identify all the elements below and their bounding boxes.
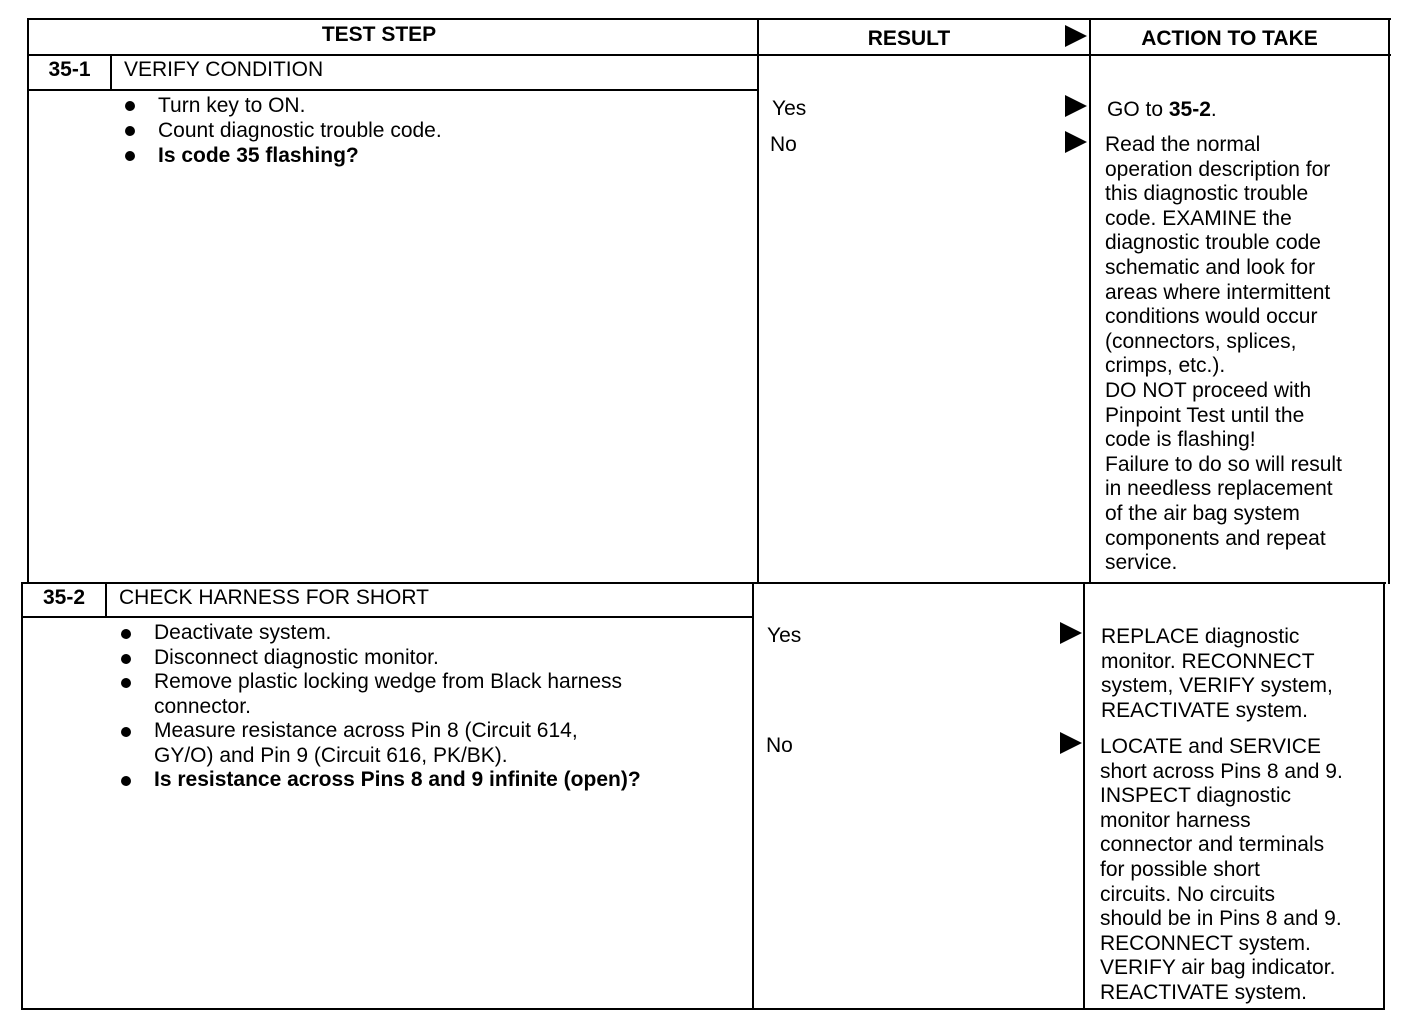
table-left-border-lower: [21, 582, 23, 1010]
action-line: Pinpoint Test until the: [1105, 403, 1305, 427]
action-line: of the air bag system: [1105, 501, 1300, 525]
action-yes-text: [1101, 625, 1333, 723]
action-no-text: [1105, 133, 1342, 576]
action-line: areas where intermittent: [1105, 280, 1331, 304]
header-result: RESULT: [867, 27, 951, 50]
action-line: connector and terminals: [1100, 833, 1325, 857]
instruction-item: Remove plastic locking wedge from Black harness: [118, 670, 641, 695]
action-line: crimps, etc.).: [1105, 354, 1226, 378]
step-title: VERIFY CONDITION: [124, 58, 324, 81]
result-no: No: [770, 133, 797, 156]
result-column-divider-lower: [752, 582, 754, 1010]
instruction-item: Count diagnostic trouble code.: [122, 118, 442, 143]
table-right-border-lower: [1383, 582, 1385, 1010]
table-bottom-border: [21, 1008, 1383, 1010]
result-arrow-icon: [1065, 95, 1087, 117]
header-action-to-take: ACTION TO TAKE: [1141, 27, 1318, 50]
action-line: system, VERIFY system,: [1101, 674, 1333, 698]
step-title: CHECK HARNESS FOR SHORT: [119, 586, 429, 609]
action-line: schematic and look for: [1105, 255, 1316, 279]
row-divider: [22, 582, 1386, 584]
instruction-item-continued: connector.: [154, 694, 251, 718]
action-line: in needless replacement: [1105, 477, 1333, 501]
instruction-item: Turn key to ON.: [122, 93, 442, 118]
action-column-divider-lower: [1083, 582, 1085, 1010]
header-bottom-border: [29, 54, 1391, 56]
action-line: VERIFY air bag indicator.: [1100, 956, 1336, 980]
action-column-divider-upper: [1089, 18, 1091, 584]
action-line: this diagnostic trouble: [1105, 182, 1309, 206]
action-no-text: [1100, 735, 1343, 1006]
action-line: circuits. No circuits: [1100, 882, 1276, 906]
action-line: short across Pins 8 and 9.: [1100, 759, 1343, 783]
action-line: should be in Pins 8 and 9.: [1100, 907, 1342, 931]
action-line: RECONNECT system.: [1100, 931, 1311, 955]
instruction-item: Disconnect diagnostic monitor.: [118, 646, 641, 671]
step-number: 35-2: [42, 586, 86, 609]
action-line: for possible short: [1100, 857, 1260, 881]
action-go-to-suffix: .: [1210, 98, 1217, 121]
action-line: service.: [1105, 551, 1178, 575]
action-line: monitor harness: [1100, 808, 1251, 832]
action-line: code. EXAMINE the: [1105, 206, 1292, 230]
action-line: diagnostic trouble code: [1105, 231, 1321, 255]
step-instructions: [118, 621, 641, 793]
action-line: code is flashing!: [1105, 428, 1256, 452]
action-go-to: [1107, 98, 1217, 123]
step2-title-bottom-border: [22, 616, 754, 618]
step-question: Is code 35 flashing?: [122, 143, 442, 168]
step-number: 35-1: [48, 58, 91, 81]
action-line: conditions would occur: [1105, 305, 1318, 329]
instruction-item: Deactivate system.: [118, 621, 641, 646]
header-arrow-icon: [1065, 25, 1087, 47]
action-line: Failure to do so will result: [1105, 452, 1342, 476]
action-line: INSPECT diagnostic: [1100, 784, 1292, 808]
action-line: operation description for: [1105, 157, 1331, 181]
result-no: No: [766, 734, 793, 757]
result-arrow-icon: [1060, 622, 1082, 644]
action-line: monitor. RECONNECT: [1101, 649, 1315, 673]
result-arrow-icon: [1060, 732, 1082, 754]
table-top-border: [29, 18, 1391, 20]
step2-number-divider: [105, 582, 107, 618]
action-line: REACTIVATE system.: [1100, 980, 1307, 1004]
step1-number-divider: [110, 54, 112, 91]
action-line: REACTIVATE system.: [1101, 698, 1308, 722]
step-instructions: [122, 93, 442, 168]
step-question: Is resistance across Pins 8 and 9 infinite (open)?: [118, 768, 641, 793]
action-go-to-step: 35-2: [1168, 98, 1211, 121]
header-test-step: TEST STEP: [321, 23, 437, 46]
action-go-to-prefix: GO to: [1107, 98, 1169, 121]
table-left-border-upper: [27, 18, 29, 584]
result-column-divider-upper: [757, 18, 759, 584]
action-line: REPLACE diagnostic: [1101, 625, 1300, 648]
instruction-item: Measure resistance across Pin 8 (Circuit 614,: [118, 719, 641, 744]
instruction-item-continued: GY/O) and Pin 9 (Circuit 616, PK/BK).: [154, 743, 508, 767]
result-yes: Yes: [767, 624, 802, 647]
result-arrow-icon: [1065, 131, 1087, 153]
action-line: DO NOT proceed with: [1105, 378, 1312, 402]
table-right-border-upper: [1388, 18, 1390, 584]
action-line: (connectors, splices,: [1105, 329, 1297, 353]
result-yes: Yes: [772, 97, 807, 120]
action-line: LOCATE and SERVICE: [1100, 735, 1321, 758]
action-line: Read the normal: [1105, 133, 1261, 156]
step1-title-bottom-border: [29, 89, 759, 91]
action-line: components and repeat: [1105, 526, 1326, 550]
